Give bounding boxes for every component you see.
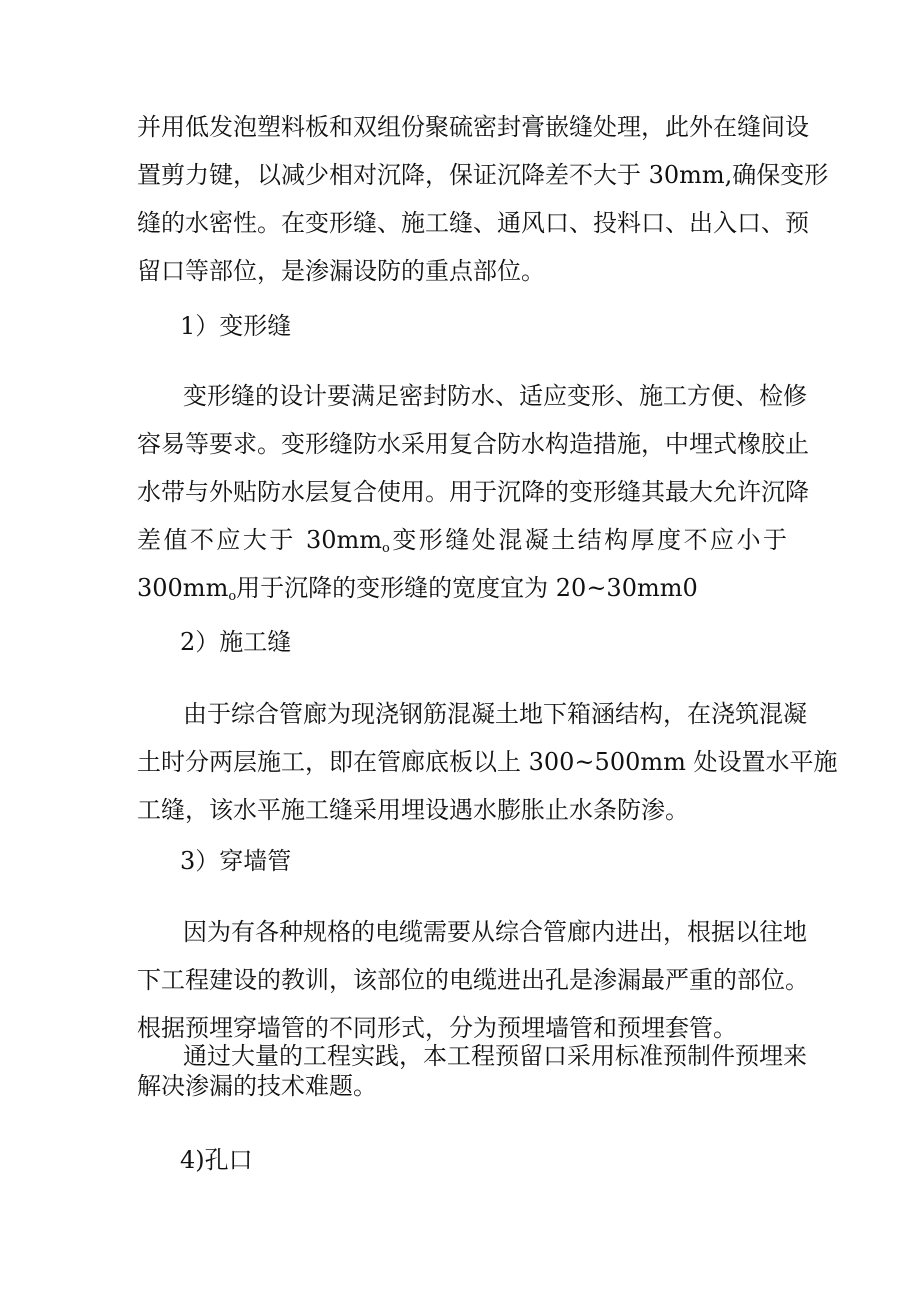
subscript-mark: o xyxy=(382,541,390,556)
text-line xyxy=(137,516,787,564)
text-line xyxy=(137,564,787,612)
heading-text: 1）变形缝 xyxy=(180,312,292,340)
section-heading-3 xyxy=(137,837,787,885)
heading-text: 3）穿墙管 xyxy=(180,847,292,875)
text-fragment: 差值不应大于 30mm xyxy=(137,526,383,554)
text-line: 工缝，该水平施工缝采用埋设遇水膨胀止水条防渗。 xyxy=(137,796,689,824)
heading-text: 4)孔口 xyxy=(180,1146,253,1174)
paragraph-construction-joint xyxy=(137,690,838,834)
text-line: 由于综合管廊为现浇钢筋混凝土地下箱涵结构，在浇筑混凝 xyxy=(183,700,807,728)
text-line: 容易等要求。变形缝防水采用复合防水构造措施，中埋式橡胶止 xyxy=(137,430,809,458)
section-heading-1 xyxy=(137,302,787,350)
paragraph-intro xyxy=(137,103,829,295)
paragraph-wall-pipe xyxy=(137,908,809,1052)
heading-text: 2）施工缝 xyxy=(180,628,292,656)
text-line: 留口等部位，是渗漏设防的重点部位。 xyxy=(137,257,545,285)
subscript-mark: o xyxy=(228,589,237,604)
section-heading-2 xyxy=(137,618,787,666)
section-heading-4 xyxy=(137,1136,787,1184)
text-line: 下工程建设的教训，该部位的电缆进出孔是渗漏最严重的部位。 xyxy=(137,966,809,994)
text-line: 通过大量的工程实践，本工程预留口采用标准预制件预埋来 xyxy=(183,1042,807,1070)
text-line: 并用低发泡塑料板和双组份聚硫密封膏嵌缝处理，此外在缝间设 xyxy=(137,113,809,141)
text-line: 水带与外贴防水层复合使用。用于沉降的变形缝其最大允许沉降 xyxy=(137,478,809,506)
text-line: 因为有各种规格的电缆需要从综合管廊内进出，根据以往地 xyxy=(183,918,807,946)
text-fragment: 用于沉降的变形缝的宽度宜为 20~30mm0 xyxy=(236,574,698,602)
text-line: 解决渗漏的技术难题。 xyxy=(137,1072,377,1100)
text-line: 土时分两层施工，即在管廊底板以上 300~500mm 处设置水平施 xyxy=(137,748,838,776)
text-fragment: 变形缝处混凝土结构厚度不应小于 xyxy=(389,526,788,554)
paragraph-practice xyxy=(137,1041,807,1101)
text-line: 变形缝的设计要满足密封防水、适应变形、施工方便、检修 xyxy=(183,382,807,410)
paragraph-deformation-joint xyxy=(137,372,809,612)
text-line: 缝的水密性。在变形缝、施工缝、通风口、投料口、出入口、预 xyxy=(137,209,809,237)
text-line: 根据预埋穿墙管的不同形式，分为预埋墙管和预埋套管。 xyxy=(137,1014,737,1042)
text-fragment: 300mm xyxy=(137,574,229,602)
text-line: 置剪力键，以减少相对沉降，保证沉降差不大于 30mm,确保变形 xyxy=(137,161,829,189)
